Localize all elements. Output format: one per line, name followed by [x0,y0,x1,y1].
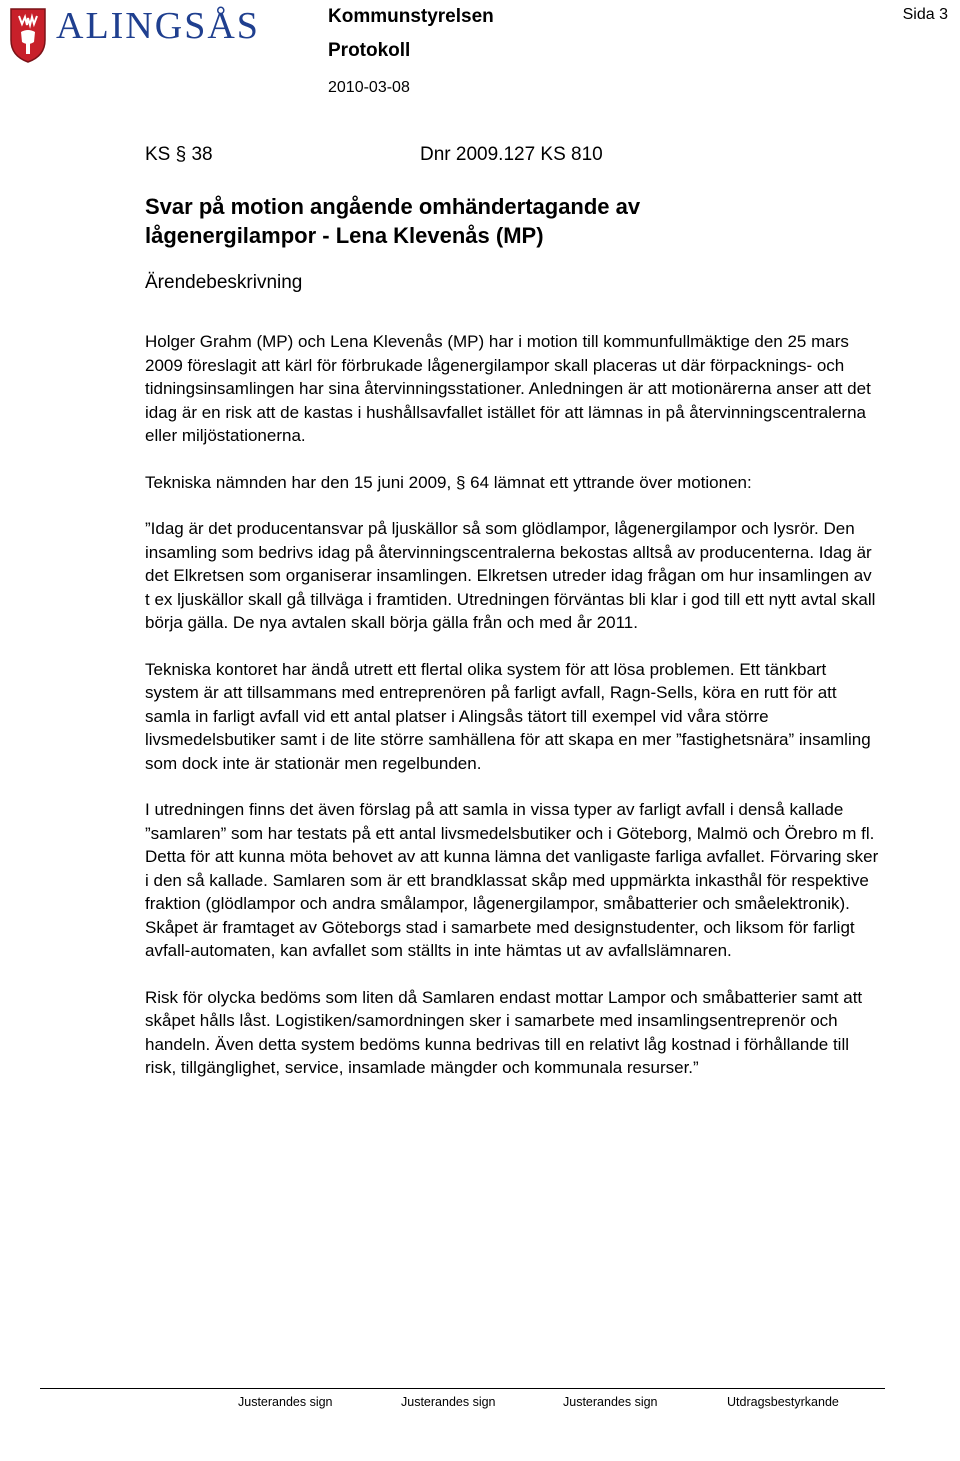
section-number: KS § 38 [145,144,213,165]
footer-sign-3: Justerandes sign [563,1395,658,1409]
page-number: Sida 3 [902,6,948,23]
section-heading: Ärendebeskrivning [145,272,303,293]
footer-extract-certification: Utdragsbestyrkande [727,1395,839,1409]
document-title [145,192,845,250]
title-line-2: lågenergilampor - Lena Klevenås (MP) [145,223,544,248]
title-line-1: Svar på motion angående omhändertagande av [145,194,641,219]
footer-sign-2: Justerandes sign [401,1395,496,1409]
footer-sign-1: Justerandes sign [238,1395,333,1409]
case-number: Dnr 2009.127 KS 810 [420,144,603,165]
logo-wordmark: ALINGSÅS [56,5,260,47]
quoted-paragraph: ”Idag är det producentansvar på ljuskällor så som glödlampor, lågenergilampor och lysrör. Den insamling som bedrivs idag på återvinningscentralerna bekostas alltså av producenterna. Idag är det Elkretsen som organiserar insamlingen. Elkretsen utreder idag frågan om hur insamlingen av t ex ljuskällor skall gå tillväga i framtiden. Utredningen förväntas bli klar i god till ett nytt avtal skall börja gälla. De nya avtalen skall börja gälla från och med år 2011. [145,519,876,632]
municipality-logo [8,4,258,66]
coat-of-arms-icon [8,6,48,64]
quoted-paragraph: I utredningen finns det även förslag på att samla in vissa typer av farligt avfall i denså kallade ”samlaren” som har testats på ett antal livsmedelsbutiker och i Göteborg, Malmö och Örebro m fl. Detta för att kunna möta behovet av att kunna lämna det vanligaste farliga avfallet. Förvaring sker i den så kallade. Samlaren som är ett brandklassat skåp med uppmärkta inkasthål för respektive fraktion (glödlampor och andra smålampor, lågenergilampor, småbatterier och småelektronik). Skåpet är framtaget av Göteborgs stad i samarbete med designstudenter, och liksom för farligt avfall-automaten, kan avfallet som ställts in inte hämtas ut av avfallslämnaren. [145,800,879,960]
paragraph: Tekniska nämnden har den 15 juni 2009, § 64 lämnat ett yttrande över motionen: [145,472,752,492]
footer-divider [40,1388,885,1389]
quoted-paragraph: Tekniska kontoret har ändå utrett ett flertal olika system för att lösa problemen. Ett tänkbart system är att tillsammans med entreprenören på farligt avfall, Ragn-Sells, köra en rutt för att samla in farligt avfall vid ett antal platser i Alingsås tätort till exempel vid våra större livsmedelsbutiker samt i de lite större samhällena för att skapa en mer ”fastighetsnära” insamling som dock inte är stationär men regelbunden. [145,659,871,773]
document-body [145,330,880,1103]
quoted-paragraph: Risk för olycka bedöms som liten då Samlaren endast mottar Lampor och småbatterier samt att skåpet hålls låst. Logistiken/samordningen sker i samarbete med insamlingsentreprenör och handeln. Även detta system bedöms kunna bedrivas till en relativt låg kostnad i förhållande till risk, tillgänglighet, service, insamlade mängder och kommunala resurser.” [145,987,863,1077]
document-date: 2010-03-08 [328,79,410,96]
document-type: Protokoll [328,40,411,61]
paragraph: Holger Grahm (MP) och Lena Klevenås (MP) har i motion till kommunfullmäktige den 25 mars 2009 föreslagit att kärl för förbrukade lågenergilampor skall placeras ut där förpacknings- och tidningsinsamlingen har sina återvinningsstationer. Anledningen är att motionärerna anser att det idag är en risk att de kastas i hushållsavfallet istället för att lämnas in på återvinningscentralerna eller miljöstationerna. [145,332,871,445]
department-name: Kommunstyrelsen [328,6,494,27]
